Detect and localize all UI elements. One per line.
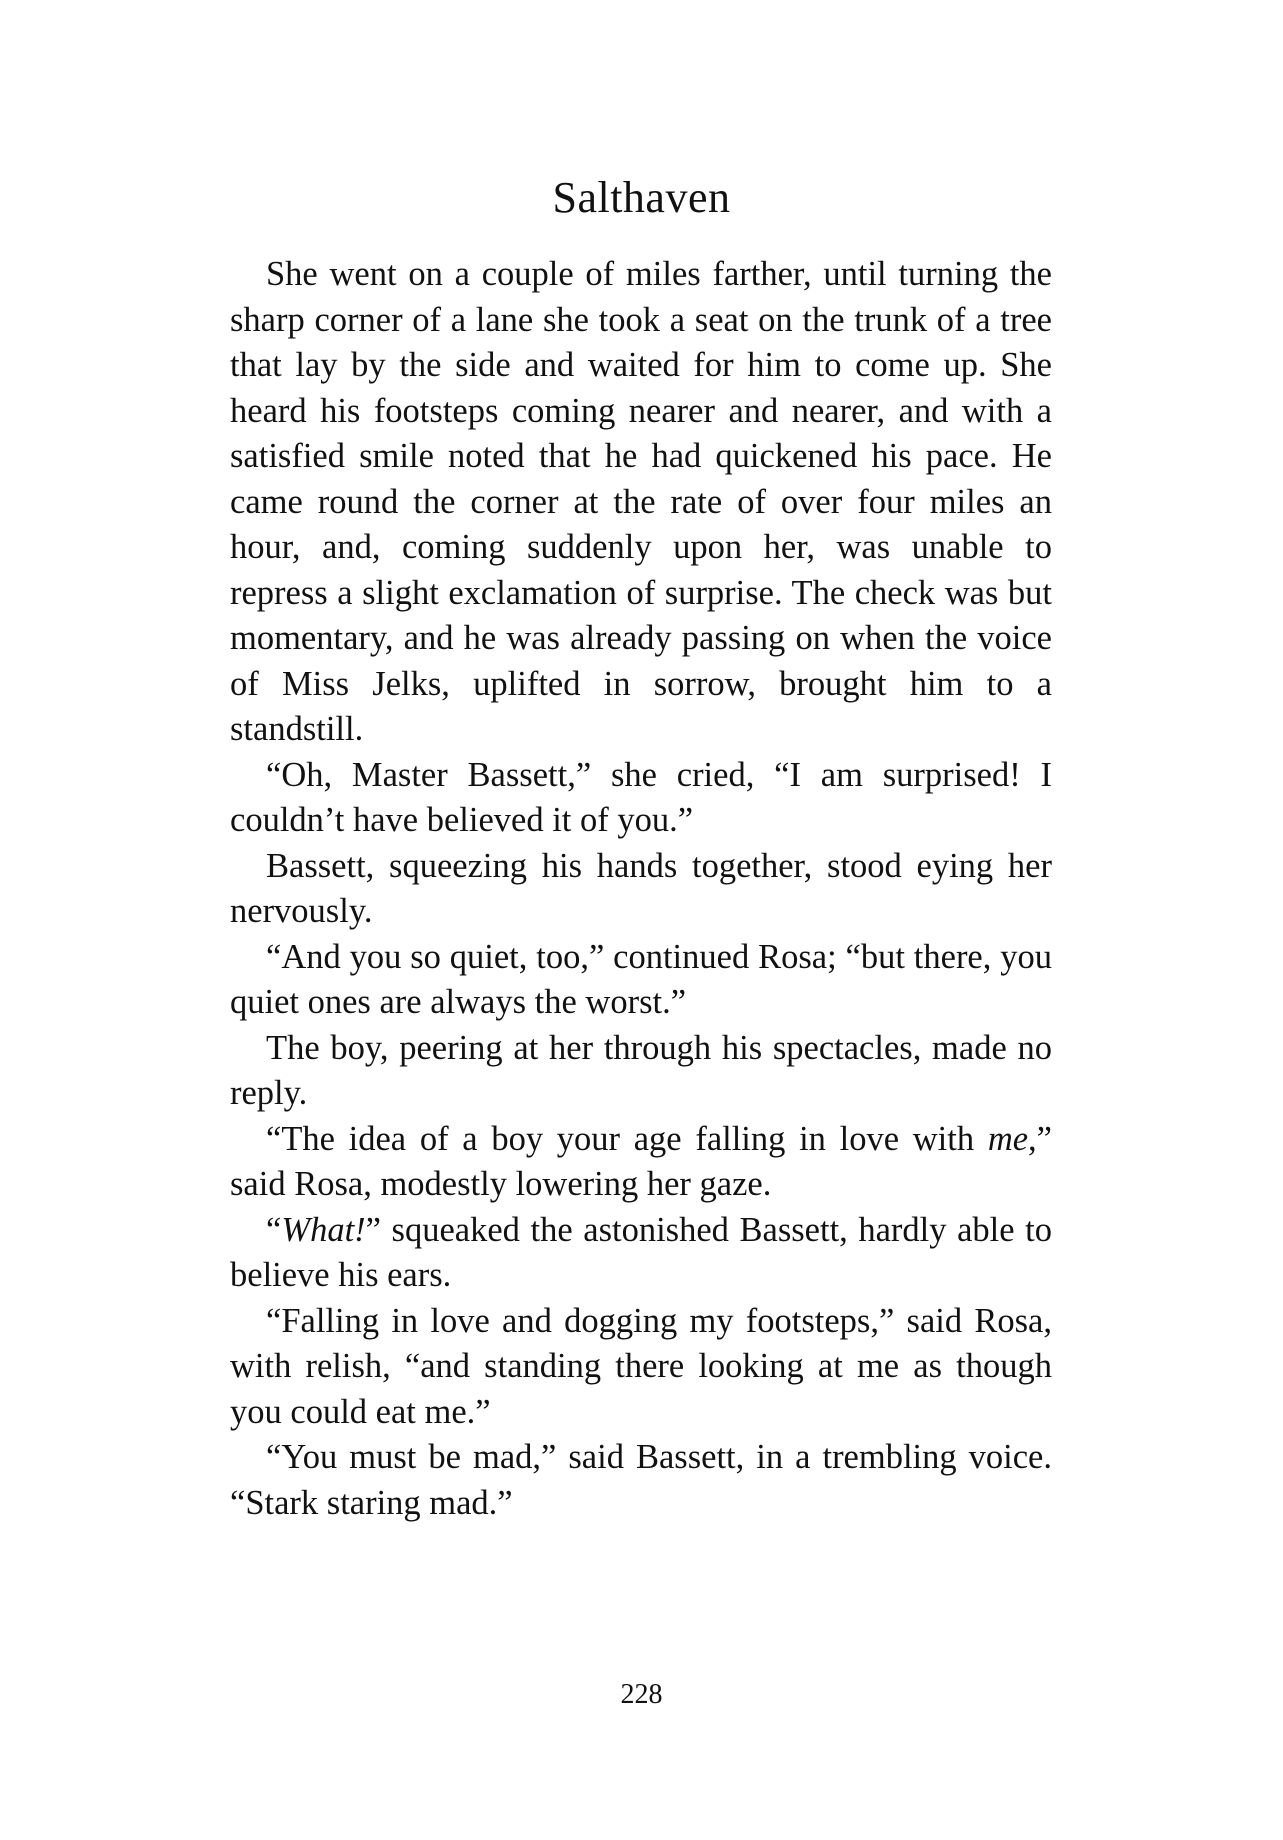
italic-word: me — [987, 1119, 1029, 1158]
paragraph: Bassett, squeezing his hands together, stood eying her nervously. — [230, 846, 1052, 930]
running-head: Salthaven — [552, 173, 731, 222]
paragraph: “You must be mad,” said Bassett, in a trembling voice. “Stark staring mad.” — [230, 1438, 1052, 1522]
paragraph-text: “ — [266, 1210, 282, 1249]
paragraph: “And you so quiet, too,” continued Rosa; “but there, you quiet ones are always the worst.” — [230, 937, 1052, 1021]
italic-word: What! — [281, 1210, 366, 1249]
page-number: 228 — [620, 1679, 663, 1710]
paragraph: “Oh, Master Bassett,” she cried, “I am surprised! I couldn’t have believed it of you.” — [230, 755, 1052, 839]
paragraph — [230, 1117, 1052, 1208]
paragraph-text: ” squeaked the astonished Bassett, hardly able to believe his ears. — [230, 1210, 1052, 1294]
body-text — [230, 252, 1052, 1526]
paragraph-text: ,” said Rosa, modestly lowering her gaze. — [230, 1119, 1052, 1203]
paragraph-text: “The idea of a boy your age falling in love with — [266, 1119, 988, 1158]
paragraph: She went on a couple of miles farther, until turning the sharp corner of a lane she took a seat on the trunk of a tree that lay by the side and waited for him to come up. She heard his footsteps coming nearer and nearer, and with a satisfied smile noted that he had quickened his pace. He came round the corner at the rate of over four miles an hour, and, coming suddenly upon her, was unable to repress a slight exclamation of surprise. The check was but momentary, and he was already passing on when the voice of Miss Jelks, uplifted in sorrow, brought him to a standstill. — [230, 255, 1052, 748]
paragraph: “Falling in love and dogging my footsteps,” said Rosa, with relish, “and standing there looking at me as though you could eat me.” — [230, 1301, 1052, 1431]
paragraph — [230, 1208, 1052, 1299]
paragraph: The boy, peering at her through his spectacles, made no reply. — [230, 1028, 1052, 1112]
